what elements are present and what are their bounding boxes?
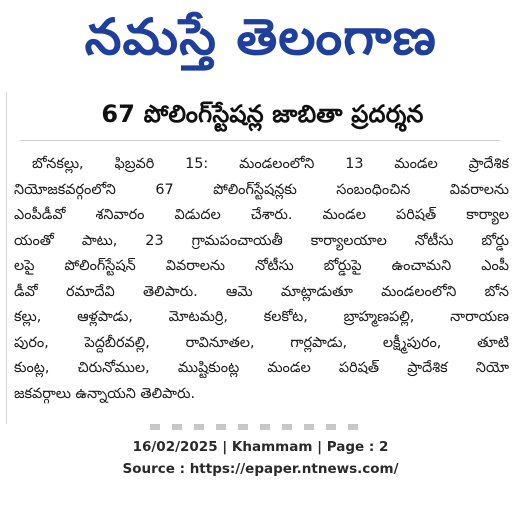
clipping-cutoff-edge [150,424,370,430]
headline-divider [20,140,500,141]
article-body-line: కుంట్ల, చిరునోముల, ముష్టికుంట్ల మండల పరిషత్ ప్రాదేశిక నియో [14,360,509,376]
article-body [14,152,509,407]
article-headline: 67 పోలింగ్‌స్టేషన్ల జాబితా ప్రదర్శన [101,100,424,128]
masthead-logo-text: నమస్తే తెలంగాణ [84,7,437,66]
article-body-line: నియోజకవర్గంలోని 67 పోలింగ్‌స్టేషన్లకు సంబంధించిన వివరాలను [14,181,509,198]
edition-info: 16/02/2025 | Khammam | Page : 2 [132,439,389,455]
article-body-line: పురం, పెద్దబీరవల్లి, రావినూతల, గార్లపాడు, లక్ష్మీపురం, తూటి [14,334,509,351]
source-link[interactable]: Source : https://epaper.ntnews.com/ [122,461,399,477]
article-body-line: బోనకల్లు, ఫిబ్రవరి 15: మండలంలోని 13 మండల ప్రాదేశిక [32,156,509,172]
article-body-line: ఎంపీడీవో శనివారం విడుదల చేశారు. మండల పరిషత్ కార్యాల [14,207,509,223]
article-body-line: లపై పోలింగ్‌స్టేషన్ వివరాలను నోటీసు బోర్డుపై ఉంచామని ఎంపీ [14,258,509,274]
article-body-line: యంతో పాటు, 23 గ్రామపంచాయతీ కార్యాలయాల నోటీసు బోర్డు [14,232,509,249]
article-body-line: కల్లు, ఆళ్లపాడు, మోటమర్రి, కలకోట, బ్రాహ్మణపల్లి, నారాయణ [14,309,509,325]
article-body-line: డీవో రమాదేవి తెలిపారు. ఆమె మాట్లాడుతూ మండలంలోని బోన [14,283,509,300]
clipping-footer [0,436,521,480]
newspaper-masthead [0,0,521,86]
article-body-line: జకవర్గాలు ఉన్నాయని తెలిపారు. [14,385,196,402]
